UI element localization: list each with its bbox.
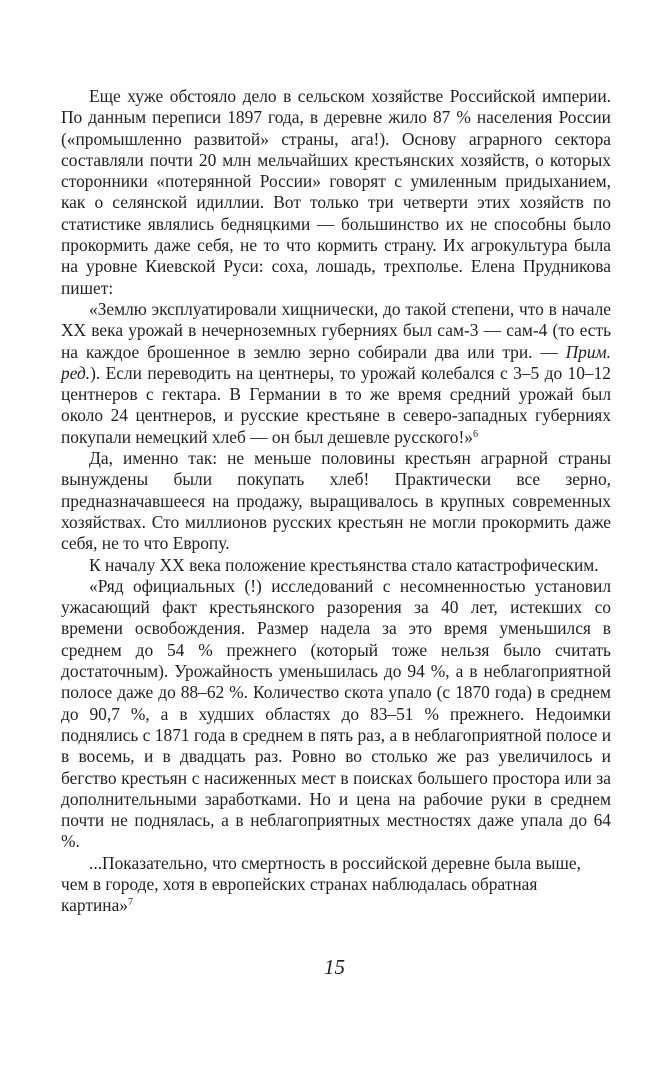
footnote-marker: 6 [472,428,478,440]
quote-text: ...Показательно, что смертность в российской деревне была выше, чем в городе, хотя в европейских странах наблюдалась обратная картина» [61,852,581,916]
editor-note: Прим. ред. [61,341,611,383]
quote-paragraph [61,299,611,448]
page-number: 15 [324,955,345,979]
quote-paragraph [61,853,611,917]
quote-text-end: ). Если переводить на центнеры, то урожай колебался с 3–5 до 10–12 центнеров с гектара. В Германии в то же время средний урожай был около 24 центнеров, и русские крестьяне в северо-западных губерниях покупали немецкий хлеб — он был дешевле русского!» [61,362,611,447]
quote-text-start: «Землю эксплуатировали хищнически, до такой степени, что в начале XX века урожай в нечерноземных губерниях был сам-3 — сам-4 (то есть на каждое брошенное в землю зерно собирали два или три. — [61,298,611,362]
body-text [61,86,611,917]
paragraph: К началу XX века положение крестьянства стало катастрофическим. [89,554,599,575]
quote-paragraph: «Ряд официальных (!) исследований с несомненностью установил ужасающий факт крестьянского разорения за 40 лет, истекших со времени освобождения. Размер надела за это время уменьшился в среднем до 54 % прежнего (который тоже нельзя было считать достаточным). Урожайность уменьшилась до 94 %, а в неблагоприятной полосе даже до 88–62 %. Количество скота упало (с 1870 года) в среднем до 90,7 %, а в худших областях до 83–51 % прежнего. Недоимки поднялись с 1871 года в среднем в пять раз, а в неблагоприятной полосе и в восемь, и в двадцать раз. Ровно во столько же раз увеличилось и бегство крестьян с насиженных мест в поисках большего простора или за дополнительными заработками. Но и цена на рабочие руки в среднем почти не поднялась, а в неблагоприятных местностях даже упала до 64 %. [61,575,611,852]
paragraph: Да, именно так: не меньше половины крестьян аграрной страны вынуждены были покупать хлеб! Практически все зерно, предназначавшееся на продажу, выращивалось в крупных современных хозяйствах. Сто миллионов русских крестьян не могли прокормить даже себя, не то что Европу. [61,448,611,554]
paragraph: Еще хуже обстояло дело в сельском хозяйстве Российской империи. По данным переписи 1897 года, в деревне жило 87 % населения России («промышленно развитой» страны, ага!). Основу аграрного сектора составляли почти 20 млн мельчайших крестьянских хозяйств, о которых сторонники «потерянной России» говорят с умиленным придыханием, как о селянской идиллии. Вот только три четверти этих хозяйств по статистике являлись бедняцкими — большинство их не способны было прокормить даже себя, не то что кормить страну. Их агрокультура была на уровне Киевской Руси: соха, лошадь, трехполье. Елена Прудникова пишет: [61,86,611,298]
footnote-marker: 7 [128,897,133,909]
